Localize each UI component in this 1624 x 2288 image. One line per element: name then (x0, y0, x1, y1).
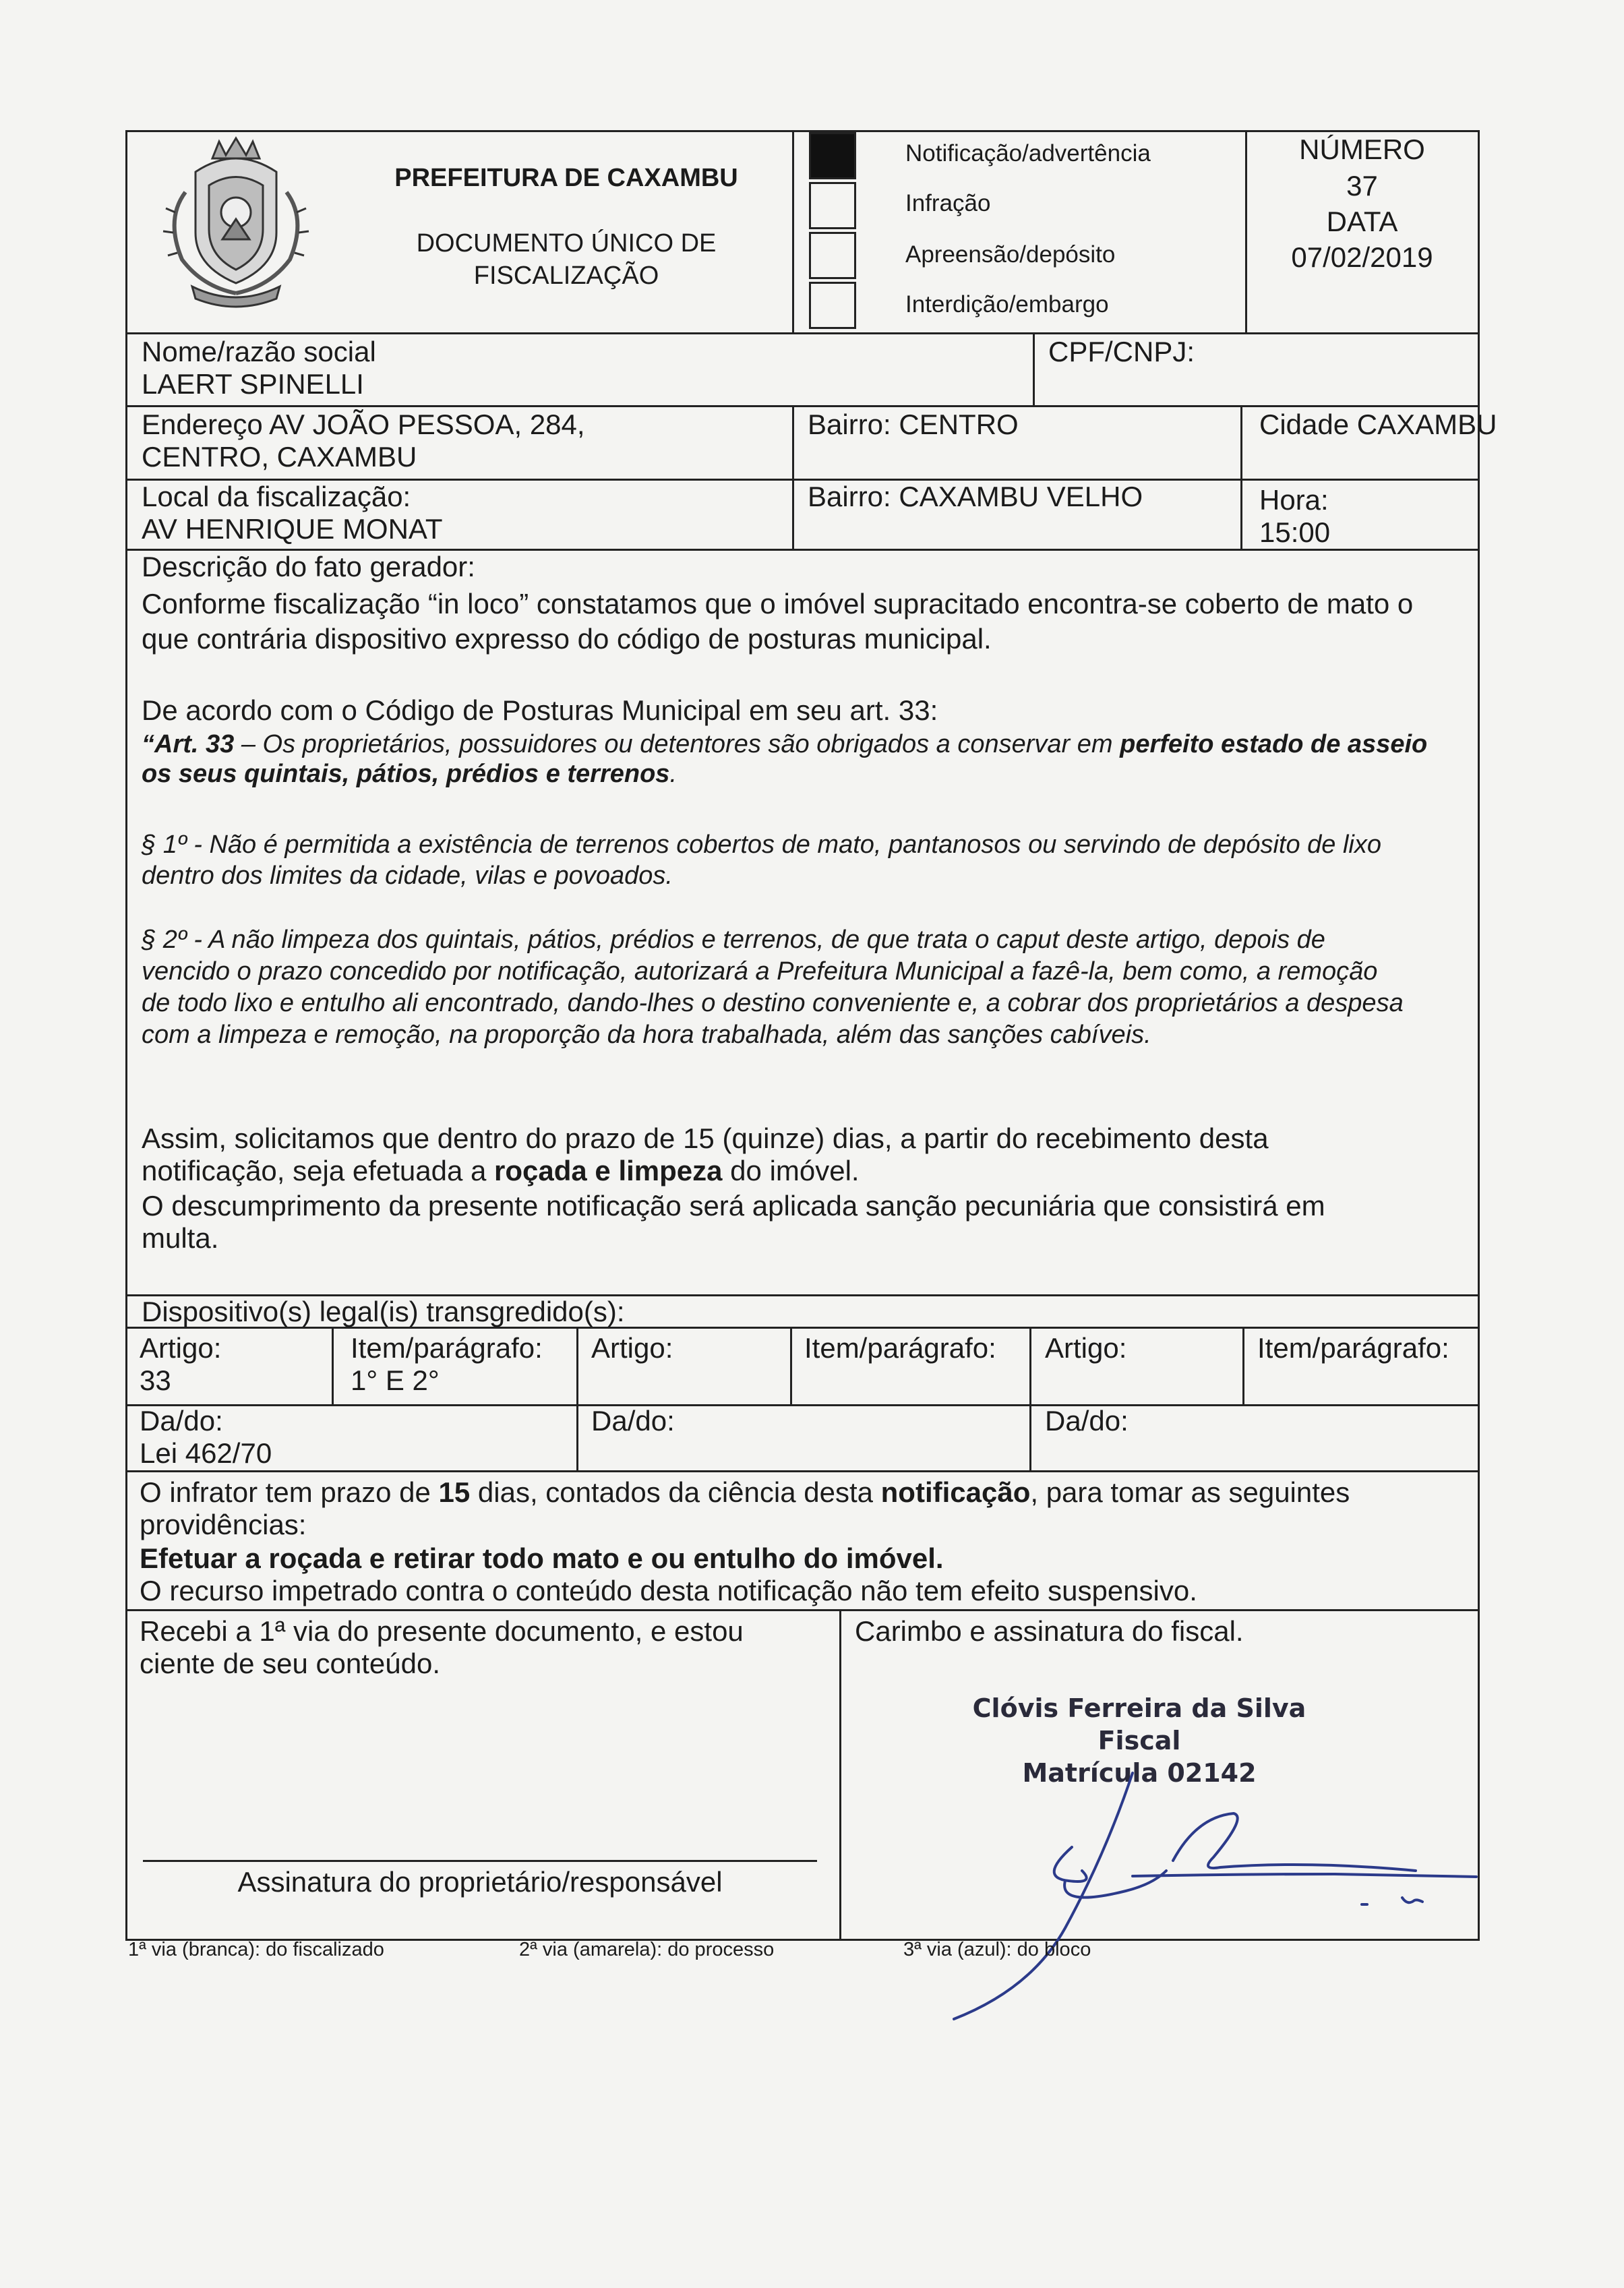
owner-signature-line[interactable] (143, 1860, 817, 1862)
org-name: PREFEITURA DE CAXAMBU (394, 164, 738, 192)
paragraph1-line1: § 1º - Não é permitida a existência de terrenos cobertos de mato, pantanosos ou servindo de depósito de lixo (142, 831, 1381, 859)
local-label: Local da fiscalização: (142, 481, 411, 512)
divider (125, 1609, 1478, 1611)
dado-label-3: Da/do: (1045, 1405, 1129, 1437)
artigo-value-1: 33 (140, 1364, 171, 1396)
recebi-line2: ciente de seu conteúdo. (140, 1648, 441, 1679)
artigo-label-3: Artigo: (1045, 1332, 1127, 1364)
endereco-line1: Endereço AV JOÃO PESSOA, 284, (142, 409, 585, 440)
descricao-line1: Conforme fiscalização “in loco” constatamos que o imóvel supracitado encontra-se coberto de mato o (142, 588, 1414, 620)
checkbox-label-notificacao: Notificação/advertência (905, 140, 1151, 167)
nome-label: Nome/razão social (142, 336, 376, 367)
item-label-2: Item/parágrafo: (804, 1332, 996, 1364)
artigo-label-2: Artigo: (591, 1332, 673, 1364)
item-label-1: Item/parágrafo: (351, 1332, 543, 1364)
divider (1240, 405, 1242, 550)
divider (1029, 1327, 1031, 1470)
checkbox-label-interdicao: Interdição/embargo (905, 291, 1109, 318)
numero-value: 37 (1346, 170, 1378, 202)
doc-title-line1: DOCUMENTO ÚNICO DE (416, 229, 717, 258)
artigo-label-1: Artigo: (140, 1332, 222, 1364)
paragraph2-line3: de todo lixo e entulho ali encontrado, dando-lhes o destino conveniente e, a cobrar dos proprietários a despesa (142, 989, 1404, 1017)
divider (125, 332, 1478, 334)
doc-title-line2: FISCALIZAÇÃO (473, 262, 659, 290)
descumprimento-line2: multa. (142, 1222, 219, 1254)
coat-of-arms-logo (145, 131, 327, 313)
descricao-line2: que contrária dispositivo expresso do código de posturas municipal. (142, 623, 992, 655)
divider (839, 1609, 841, 1939)
stamp-role: Fiscal (1097, 1726, 1181, 1755)
bairro-endereco: Bairro: CENTRO (808, 409, 1019, 440)
local-value: AV HENRIQUE MONAT (142, 513, 443, 545)
checkbox-label-apreensao: Apreensão/depósito (905, 241, 1116, 268)
checkbox-apreensao[interactable] (809, 232, 856, 279)
nome-value: LAERT SPINELLI (142, 368, 364, 400)
divider (1245, 130, 1247, 332)
art-33-text (142, 730, 1463, 789)
paragraph1-line2: dentro dos limites da cidade, vilas e povoados. (142, 862, 673, 890)
divider (790, 1327, 792, 1404)
stamp-name: Clóvis Ferreira da Silva (972, 1693, 1306, 1723)
measures-line2: providências: (140, 1509, 307, 1540)
divider (1242, 1327, 1244, 1404)
measures-line4: O recurso impetrado contra o conteúdo desta notificação não tem efeito suspensivo. (140, 1575, 1197, 1606)
assim-line1: Assim, solicitamos que dentro do prazo de 15 (quinze) dias, a partir do recebimento desta (142, 1122, 1269, 1154)
assim-line2-a: notificação, seja efetuada a (142, 1155, 495, 1186)
divider (125, 1470, 1478, 1472)
item-label-3: Item/parágrafo: (1257, 1332, 1449, 1364)
owner-signature-label: Assinatura do proprietário/responsável (237, 1866, 723, 1898)
divider (125, 1327, 1478, 1329)
checkbox-infracao[interactable] (809, 182, 856, 229)
legal-title: Dispositivo(s) legal(is) transgredido(s): (142, 1296, 625, 1327)
divider (1033, 332, 1035, 407)
divider (576, 1327, 578, 1470)
divider (125, 1404, 1478, 1406)
divider (792, 405, 794, 550)
art-33-emphasis: perfeito estado de asseio os seus quintais, pátios, prédios e terrenos (142, 730, 1428, 788)
descricao-label: Descrição do fato gerador: (142, 551, 475, 582)
descumprimento-line1: O descumprimento da presente notificação será aplicada sanção pecuniária que consistirá em (142, 1190, 1325, 1222)
via3-label: 3ª via (azul): do bloco (903, 1939, 1091, 1960)
codigo-intro: De acordo com o Código de Posturas Municipal em seu art. 33: (142, 694, 938, 726)
endereco-line2: CENTRO, CAXAMBU (142, 441, 417, 473)
checkbox-label-infracao: Infração (905, 190, 991, 216)
data-label: DATA (1326, 206, 1398, 237)
measures-line1 (140, 1476, 1350, 1509)
measures-line3: Efetuar a roçada e retirar todo mato e ou entulho do imóvel. (140, 1542, 944, 1574)
hora-label: Hora: (1259, 484, 1329, 516)
cpf-label: CPF/CNPJ: (1048, 336, 1195, 367)
fiscal-signature (930, 1753, 1490, 2036)
dado-value-1: Lei 462/70 (140, 1437, 272, 1469)
measures-line1-a: O infrator tem prazo de (140, 1476, 439, 1508)
measures-line1-c: dias, contados da ciência desta (470, 1476, 881, 1508)
art-33-end: . (669, 759, 677, 788)
recebi-line1: Recebi a 1ª via do presente documento, e estou (140, 1615, 744, 1647)
paragraph2-line4: com a limpeza e remoção, na proporção da hora trabalhada, além das sanções cabíveis. (142, 1021, 1151, 1049)
measures-line1-e: , para tomar as seguintes (1030, 1476, 1350, 1508)
assim-line2-c: do imóvel. (722, 1155, 860, 1186)
paragraph2-line2: vencido o prazo concedido por notificação, autorizará a Prefeitura Municipal a fazê-la, bem como, a remoção (142, 957, 1378, 986)
fiscal-signature-label: Carimbo e assinatura do fiscal. (855, 1615, 1244, 1647)
via2-label: 2ª via (amarela): do processo (519, 1939, 775, 1960)
bairro-local: Bairro: CAXAMBU VELHO (808, 481, 1143, 512)
measures-days: 15 (438, 1476, 471, 1508)
paragraph2-line1: § 2º - A não limpeza dos quintais, pátios, prédios e terrenos, de que trata o caput deste artigo, depois de (142, 926, 1325, 954)
via1-label: 1ª via (branca): do fiscalizado (128, 1939, 384, 1960)
divider (332, 1327, 334, 1404)
stamp-matricula: Matrícula 02142 (1022, 1758, 1257, 1788)
numero-label: NÚMERO (1299, 133, 1425, 165)
art-33-body: – Os proprietários, possuidores ou detentores são obrigados a conservar em (234, 730, 1120, 758)
assim-line2 (142, 1155, 860, 1187)
divider (792, 130, 794, 332)
checkbox-notificacao[interactable] (809, 132, 856, 179)
dado-label-2: Da/do: (591, 1405, 675, 1437)
checkbox-interdicao[interactable] (809, 282, 856, 329)
hora-value: 15:00 (1259, 516, 1331, 548)
item-value-1: 1° E 2° (351, 1364, 440, 1396)
dado-label-1: Da/do: (140, 1405, 223, 1437)
assim-line2-b: roçada e limpeza (494, 1155, 723, 1186)
data-value: 07/02/2019 (1291, 241, 1433, 273)
divider (125, 405, 1478, 407)
art-33-prefix: “Art. 33 (142, 730, 235, 758)
measures-notificacao: notificação (880, 1476, 1031, 1508)
cidade: Cidade CAXAMBU (1259, 409, 1497, 440)
